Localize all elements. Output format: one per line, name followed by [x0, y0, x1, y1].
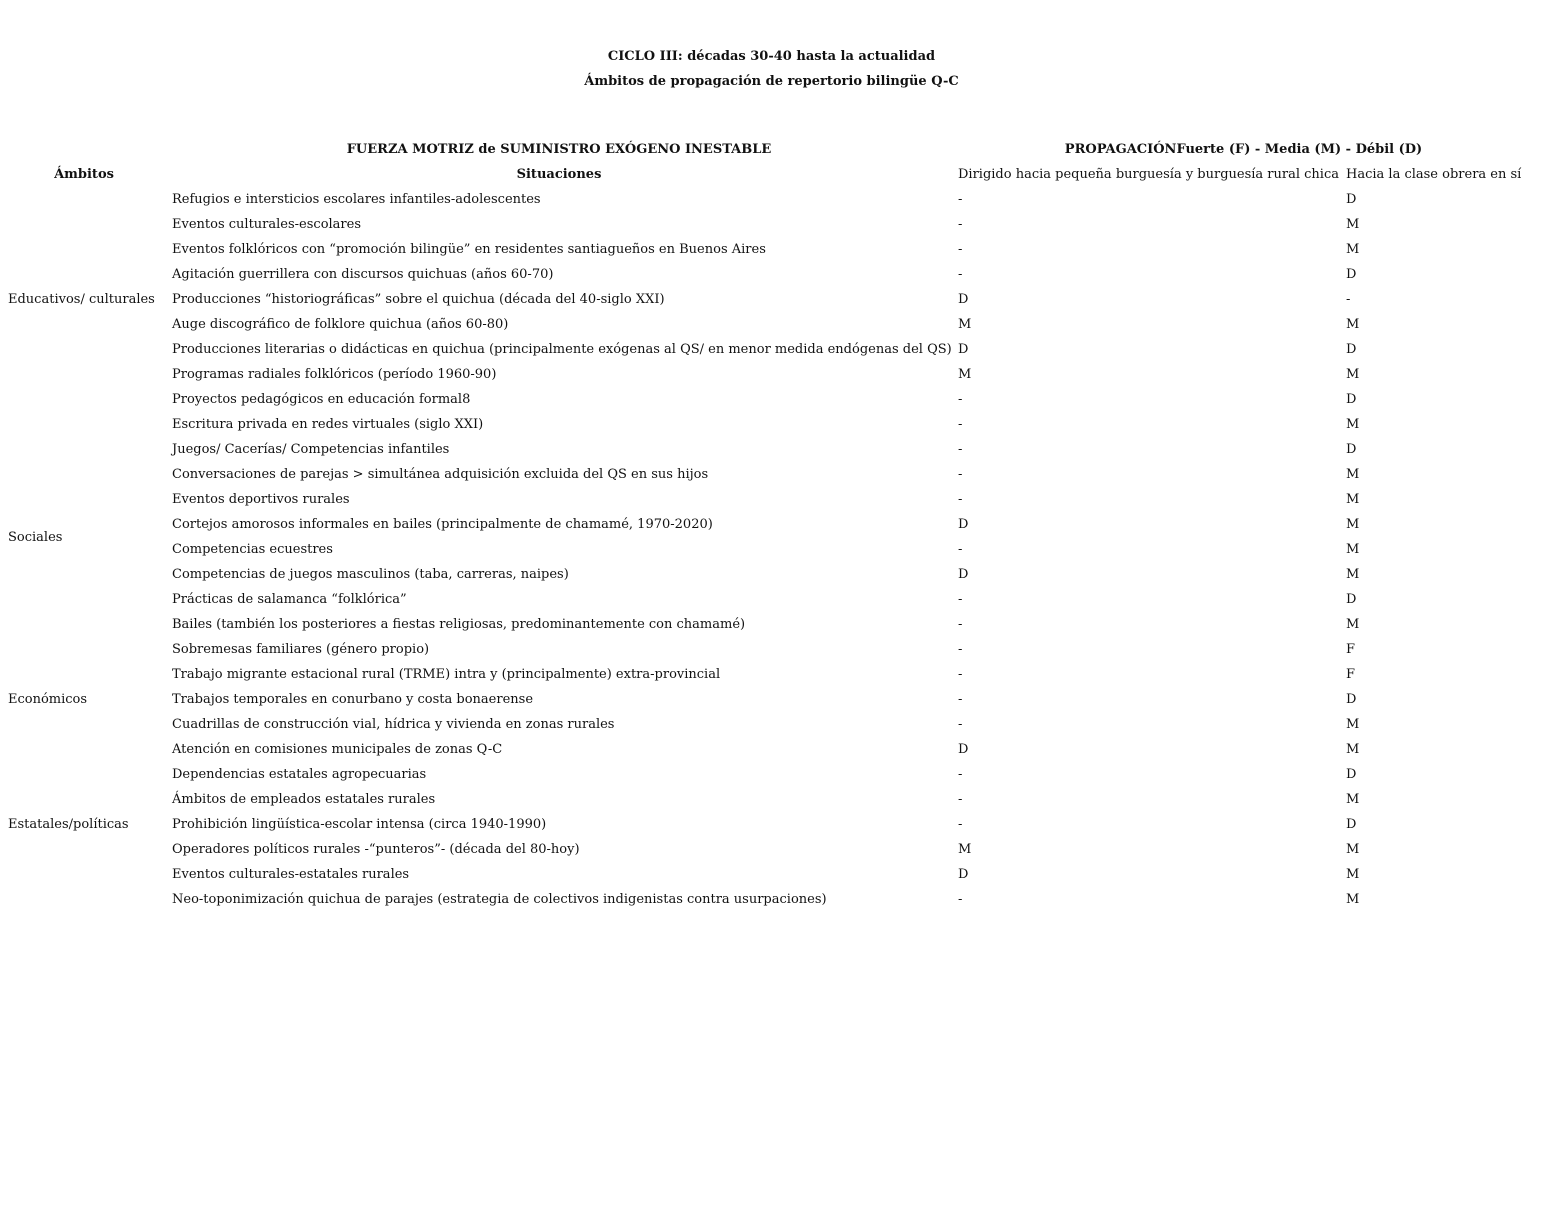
situacion-cell: Dependencias estatales agropecuarias: [172, 767, 427, 782]
pequena-burguesia-value: -: [958, 417, 963, 432]
table-row: [2, 462, 1535, 487]
table-row: [2, 637, 1535, 662]
situacion-cell: Prácticas de salamanca “folklórica”: [172, 592, 407, 607]
clase-obrera-value: M: [1346, 217, 1360, 232]
header-fuerza: FUERZA MOTRIZ de SUMINISTRO EXÓGENO INESTABLE: [346, 142, 772, 157]
situacion-cell: Eventos culturales-estatales rurales: [172, 867, 410, 882]
clase-obrera-value: F: [1346, 642, 1356, 657]
clase-obrera-value: M: [1346, 467, 1360, 482]
pequena-burguesia-value: -: [958, 217, 963, 232]
table-row: [2, 362, 1535, 387]
clase-obrera-value: M: [1346, 317, 1360, 332]
situacion-cell: Atención en comisiones municipales de zonas Q-C: [172, 742, 503, 757]
clase-obrera-value: M: [1346, 517, 1360, 532]
situacion-cell: Conversaciones de parejas > simultánea adquisición excluida del QS en sus hijos: [172, 467, 709, 482]
propagation-table: [2, 137, 1535, 912]
header-pequena-burguesia: Dirigido hacia pequeña burguesía y burguesía rural chica: [958, 167, 1339, 182]
ambito-label: Económicos: [8, 692, 88, 707]
clase-obrera-value: M: [1346, 792, 1360, 807]
pequena-burguesia-value: -: [958, 817, 963, 832]
situacion-cell: Competencias ecuestres: [172, 542, 333, 557]
pequena-burguesia-value: -: [958, 192, 963, 207]
situacion-cell: Competencias de juegos masculinos (taba, carreras, naipes): [172, 567, 569, 582]
table-row: [2, 312, 1535, 337]
situacion-cell: Sobremesas familiares (género propio): [172, 642, 430, 657]
clase-obrera-value: M: [1346, 842, 1360, 857]
pequena-burguesia-value: -: [958, 717, 963, 732]
pequena-burguesia-value: M: [958, 367, 972, 382]
clase-obrera-value: D: [1346, 342, 1357, 357]
header-propagacion: PROPAGACIÓNFuerte (F) - Media (M) - Débil (D): [1064, 142, 1423, 157]
pequena-burguesia-value: -: [958, 792, 963, 807]
header-situaciones: Situaciones: [516, 167, 602, 182]
situacion-cell: Refugios e intersticios escolares infantiles-adolescentes: [172, 192, 541, 207]
pequena-burguesia-value: -: [958, 642, 963, 657]
table-row: [2, 212, 1535, 237]
situacion-cell: Producciones “historiográficas” sobre el quichua (década del 40-siglo XXI): [172, 292, 665, 307]
table-row: [2, 412, 1535, 437]
table-row: [2, 787, 1535, 812]
pequena-burguesia-value: -: [958, 592, 963, 607]
clase-obrera-value: D: [1346, 692, 1357, 707]
table-row: [2, 712, 1535, 737]
clase-obrera-value: D: [1346, 267, 1357, 282]
situacion-cell: Producciones literarias o didácticas en quichua (principalmente exógenas al QS/ en menor medida endógenas del QS): [172, 342, 952, 357]
pequena-burguesia-value: -: [958, 892, 963, 907]
table-body: [2, 187, 1535, 912]
situacion-cell: Juegos/ Cacerías/ Competencias infantiles: [172, 442, 450, 457]
pequena-burguesia-value: -: [958, 667, 963, 682]
situacion-cell: Programas radiales folklóricos (período 1960-90): [172, 367, 497, 382]
clase-obrera-value: D: [1346, 192, 1357, 207]
pequena-burguesia-value: D: [958, 517, 969, 532]
pequena-burguesia-value: D: [958, 342, 969, 357]
header-row-top: [2, 137, 1535, 162]
situacion-cell: Eventos deportivos rurales: [172, 492, 350, 507]
clase-obrera-value: M: [1346, 567, 1360, 582]
table-row: [2, 837, 1535, 862]
table-row: [2, 862, 1535, 887]
table-row: [2, 687, 1535, 712]
clase-obrera-value: -: [1346, 292, 1351, 307]
clase-obrera-value: D: [1346, 392, 1357, 407]
pequena-burguesia-value: D: [958, 742, 969, 757]
pequena-burguesia-value: D: [958, 567, 969, 582]
situacion-cell: Neo-toponimización quichua de parajes (estrategia de colectivos indigenistas contra usurpaciones): [172, 892, 827, 907]
clase-obrera-value: M: [1346, 417, 1360, 432]
table-row: [2, 812, 1535, 837]
table-row: [2, 562, 1535, 587]
clase-obrera-value: M: [1346, 367, 1360, 382]
table-row: [2, 612, 1535, 637]
ambito-label: Estatales/políticas: [8, 817, 129, 832]
situacion-cell: Operadores políticos rurales -“punteros”- (década del 80-hoy): [172, 842, 580, 857]
situacion-cell: Trabajos temporales en conurbano y costa bonaerense: [172, 692, 534, 707]
table-row: [2, 262, 1535, 287]
table-row: [2, 512, 1535, 537]
header-row-columns: [2, 162, 1535, 187]
clase-obrera-value: D: [1346, 767, 1357, 782]
pequena-burguesia-value: -: [958, 442, 963, 457]
table-row: [2, 287, 1535, 312]
clase-obrera-value: D: [1346, 592, 1357, 607]
header-clase-obrera: Hacia la clase obrera en sí: [1346, 167, 1522, 182]
clase-obrera-value: F: [1346, 667, 1356, 682]
situacion-cell: Proyectos pedagógicos en educación formal8: [172, 392, 471, 407]
pequena-burguesia-value: -: [958, 692, 963, 707]
situacion-cell: Agitación guerrillera con discursos quichuas (años 60-70): [172, 267, 554, 282]
table-row: [2, 387, 1535, 412]
clase-obrera-value: M: [1346, 867, 1360, 882]
situacion-cell: Cuadrillas de construcción vial, hídrica y vivienda en zonas rurales: [172, 717, 615, 732]
table-row: [2, 737, 1535, 762]
table-row: [2, 237, 1535, 262]
situacion-cell: Prohibición lingüística-escolar intensa (circa 1940-1990): [172, 817, 547, 832]
pequena-burguesia-value: D: [958, 292, 969, 307]
clase-obrera-value: M: [1346, 492, 1360, 507]
situacion-cell: Bailes (también los posteriores a fiestas religiosas, predominantemente con chamamé): [172, 617, 746, 632]
pequena-burguesia-value: -: [958, 767, 963, 782]
situacion-cell: Cortejos amorosos informales en bailes (principalmente de chamamé, 1970-2020): [172, 517, 713, 532]
ambito-label: Educativos/ culturales: [8, 292, 155, 307]
situacion-cell: Ámbitos de empleados estatales rurales: [172, 792, 436, 807]
table-row: [2, 437, 1535, 462]
table-row: [2, 337, 1535, 362]
table-row: [2, 887, 1535, 912]
situacion-cell: Eventos folklóricos con “promoción bilingüe” en residentes santiagueños en Buenos Aires: [172, 242, 766, 257]
clase-obrera-value: M: [1346, 242, 1360, 257]
pequena-burguesia-value: -: [958, 267, 963, 282]
clase-obrera-value: D: [1346, 442, 1357, 457]
table-row: [2, 762, 1535, 787]
situacion-cell: Auge discográfico de folklore quichua (años 60-80): [172, 317, 509, 332]
situacion-cell: Trabajo migrante estacional rural (TRME) intra y (principalmente) extra-provincial: [172, 667, 721, 682]
clase-obrera-value: M: [1346, 542, 1360, 557]
table-row: [2, 187, 1535, 212]
pequena-burguesia-value: -: [958, 392, 963, 407]
situacion-cell: Eventos culturales-escolares: [172, 217, 362, 232]
table-row: [2, 537, 1535, 562]
title-cycle: CICLO III: décadas 30-40 hasta la actualidad: [607, 49, 936, 64]
clase-obrera-value: M: [1346, 742, 1360, 757]
pequena-burguesia-value: -: [958, 492, 963, 507]
table-row: [2, 662, 1535, 687]
clase-obrera-value: M: [1346, 892, 1360, 907]
ambito-label: Sociales: [8, 529, 63, 545]
title-scope: Ámbitos de propagación de repertorio bilingüe Q-C: [584, 74, 959, 89]
clase-obrera-value: D: [1346, 817, 1357, 832]
header-ambitos: Ámbitos: [54, 167, 114, 182]
pequena-burguesia-value: -: [958, 542, 963, 557]
situacion-cell: Escritura privada en redes virtuales (siglo XXI): [172, 417, 484, 432]
pequena-burguesia-value: -: [958, 242, 963, 257]
table-row: [2, 587, 1535, 612]
pequena-burguesia-value: -: [958, 617, 963, 632]
pequena-burguesia-value: M: [958, 842, 972, 857]
pequena-burguesia-value: -: [958, 467, 963, 482]
pequena-burguesia-value: M: [958, 317, 972, 332]
clase-obrera-value: M: [1346, 717, 1360, 732]
clase-obrera-value: M: [1346, 617, 1360, 632]
table-row: [2, 487, 1535, 512]
pequena-burguesia-value: D: [958, 867, 969, 882]
